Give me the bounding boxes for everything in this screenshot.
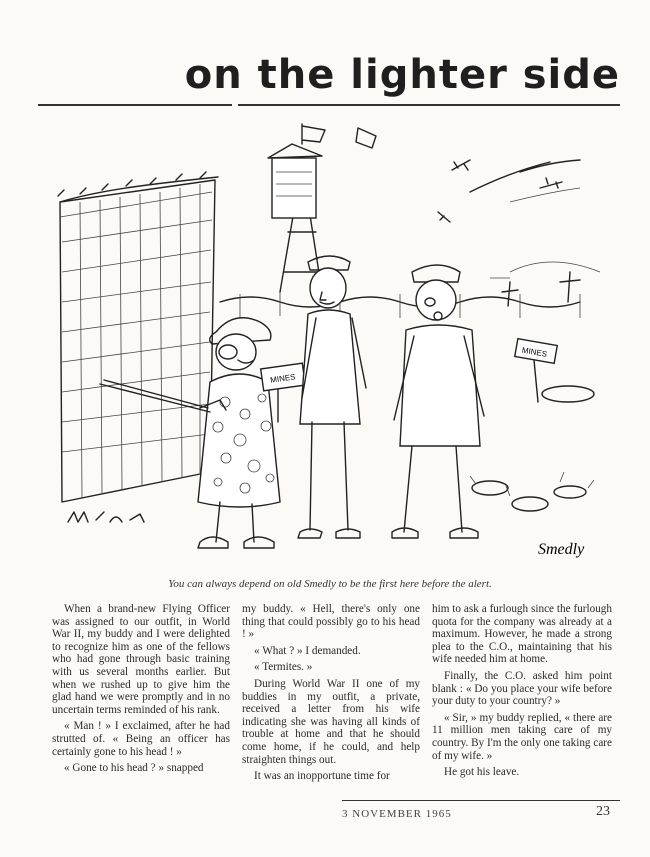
artist-signature: Smedly — [538, 541, 585, 558]
page-number: 23 — [596, 804, 610, 819]
paragraph: He got his leave. — [444, 766, 520, 779]
paragraph: my buddy. « Hell, there's only one thing that could possibly go to his head ! » — [242, 603, 420, 641]
mines-sign-left-label: MINES — [269, 372, 297, 385]
cartoon-caption: You can always depend on old Smedly to be the first here before the alert. — [168, 578, 492, 590]
planes — [438, 160, 580, 222]
soldier-camouflaged — [100, 318, 280, 548]
header-rule-left — [38, 104, 232, 106]
officer-two — [392, 265, 484, 538]
header-rule-right — [238, 104, 620, 106]
barbed-wire-background — [220, 262, 600, 318]
paragraph: « Man ! » I exclaimed, after he had strutted of. « Being an officer has certainly gone to his head ! » — [52, 720, 230, 758]
footer-date: 3 NOVEMBER 1965 — [342, 808, 452, 820]
paragraph: Finally, the C.O. asked him point blank : « Do you place your wife before your duty to your country? » — [432, 669, 612, 708]
footer-rule — [342, 800, 620, 801]
mines-sign-right-label: MINES — [521, 345, 548, 359]
fence-left — [58, 172, 218, 502]
paragraph: « Termites. » — [254, 661, 313, 674]
text-column-3 — [432, 603, 612, 783]
watch-tower — [268, 124, 376, 292]
mines-sign-right — [515, 339, 594, 402]
text-column-2 — [242, 603, 420, 787]
page-title: on the lighter side — [184, 52, 620, 98]
paragraph: When a brand-new Flying Officer was assigned to our outfit, in World War II, my buddy and I were delighted to recognize him as one of the fellows who had gone through basic training with us several months earlier. But when we rushed up to give him the glad hand we were promptly and in no uncertain terms reminded of his rank. — [52, 603, 230, 716]
cartoon-illustration — [40, 122, 620, 577]
artist-scribble — [68, 512, 144, 522]
text-column-1 — [52, 603, 230, 779]
paragraph: him to ask a furlough since the furlough quota for the company was already at a maximum. However, he made a strong plea to the C.O., maintaining that his wife needed him at home. — [432, 603, 612, 666]
paragraph: « Gone to his head ? » snapped — [64, 762, 204, 775]
paragraph: It was an inopportune time for — [254, 770, 390, 783]
landmines-ground — [470, 472, 594, 511]
paragraph: « What ? » I demanded. — [254, 644, 361, 657]
paragraph: « Sir, » my buddy replied, « there are 11 million men taking care of my country. By I'm the only one taking care of my wife. » — [432, 711, 612, 762]
paragraph: During World War II one of my buddies in my outfit, a private, received a letter from his wife indicating she was having all kinds of trouble at home and that he should come home, if he could, and help straighten things out. — [242, 677, 420, 766]
